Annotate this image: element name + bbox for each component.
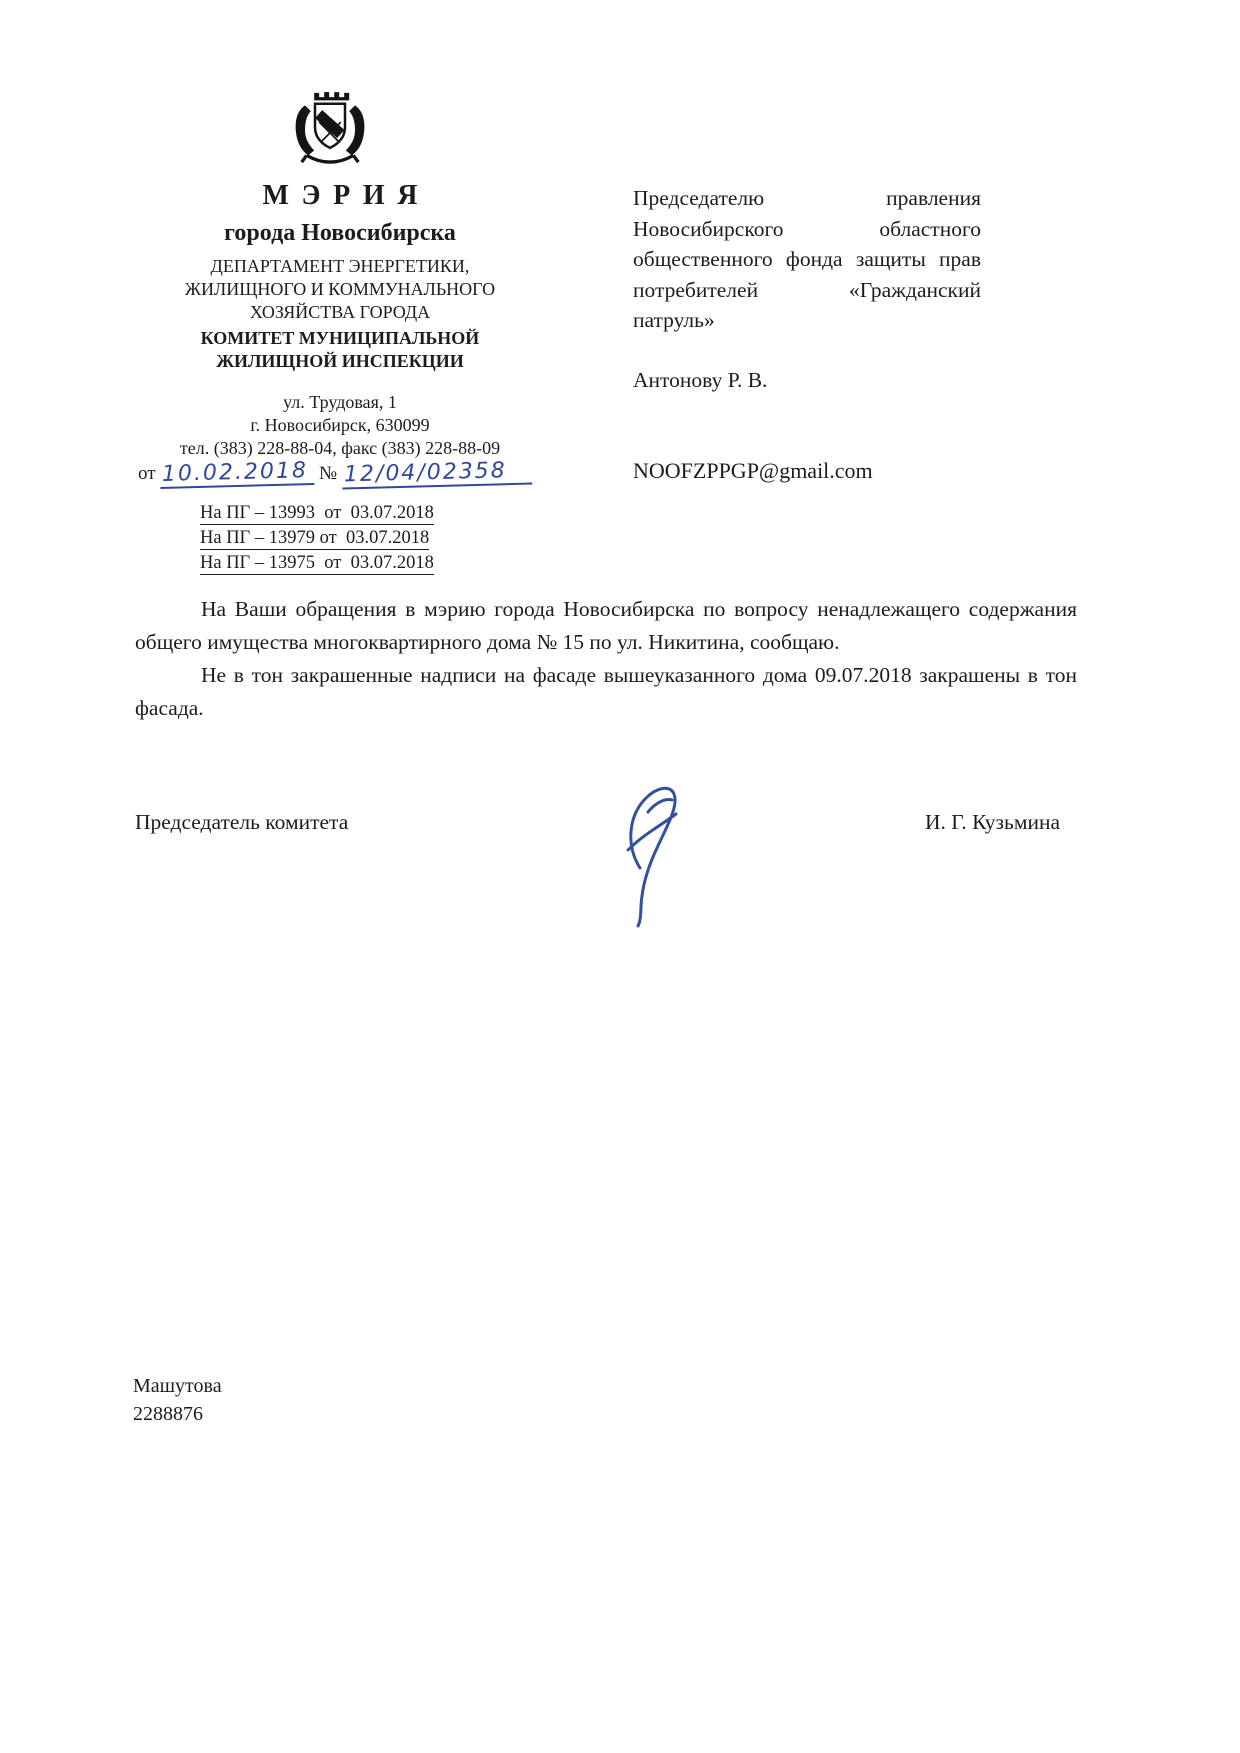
letter-body [135,593,1077,725]
body-paragraph-1: На Ваши обращения в мэрию города Новосибирска по вопросу ненадлежащего содержания общего имущества многоквартирного дома № 15 по ул. Никитина, сообщаю. [135,597,1077,654]
reference-line: На ПГ – 13979 от 03.07.2018 [200,528,430,548]
number-label: № [319,463,338,484]
handwritten-date: 10.02.2018 [160,458,315,489]
addressee-block: Председателю правления Новосибирского областного общественного фонда защиты прав потребителей «Гражданский патруль» [633,186,981,332]
org-city: города Новосибирска [224,220,456,246]
addressee-email: NOOFZPPGP@gmail.com [633,458,873,483]
executor-name: Машутова [133,1375,222,1397]
department-line: ЖИЛИЩНОГО И КОММУНАЛЬНОГО [184,279,496,299]
handwritten-number: 12/04/02358 [342,458,533,490]
committee-line: ЖИЛИЩНОЙ ИНСПЕКЦИИ [216,351,464,371]
from-label: от [138,463,156,484]
novosibirsk-coat-of-arms-icon [280,82,380,178]
outgoing-number-line [138,460,588,487]
reference-list [200,502,434,577]
executor-phone: 2288876 [133,1403,203,1425]
executor-block [133,1372,222,1428]
phone-fax: тел. (383) 228-88-04, факс (383) 228-88-09 [179,438,501,458]
handwritten-signature [585,772,715,932]
signer-name: И. Г. Кузьмина [925,810,1060,834]
department-line: ХОЗЯЙСТВА ГОРОДА [249,302,431,322]
reference-line: На ПГ – 13975 от 03.07.2018 [200,553,434,573]
city-address: г. Новосибирск, 630099 [250,415,430,435]
committee-line: КОМИТЕТ МУНИЦИПАЛЬНОЙ [200,328,480,348]
body-paragraph-2: Не в тон закрашенные надписи на фасаде вышеуказанного дома 09.07.2018 закрашены в тон фасада. [135,663,1077,720]
org-name: МЭРИЯ [262,180,431,211]
addressee-name: Антонову Р. В. [633,368,768,392]
signer-position: Председатель комитета [135,810,349,834]
department-line: ДЕПАРТАМЕНТ ЭНЕРГЕТИКИ, [210,256,470,276]
letterhead [105,180,575,460]
reference-line: На ПГ – 13993 от 03.07.2018 [200,503,434,523]
street-address: ул. Трудовая, 1 [283,392,397,412]
